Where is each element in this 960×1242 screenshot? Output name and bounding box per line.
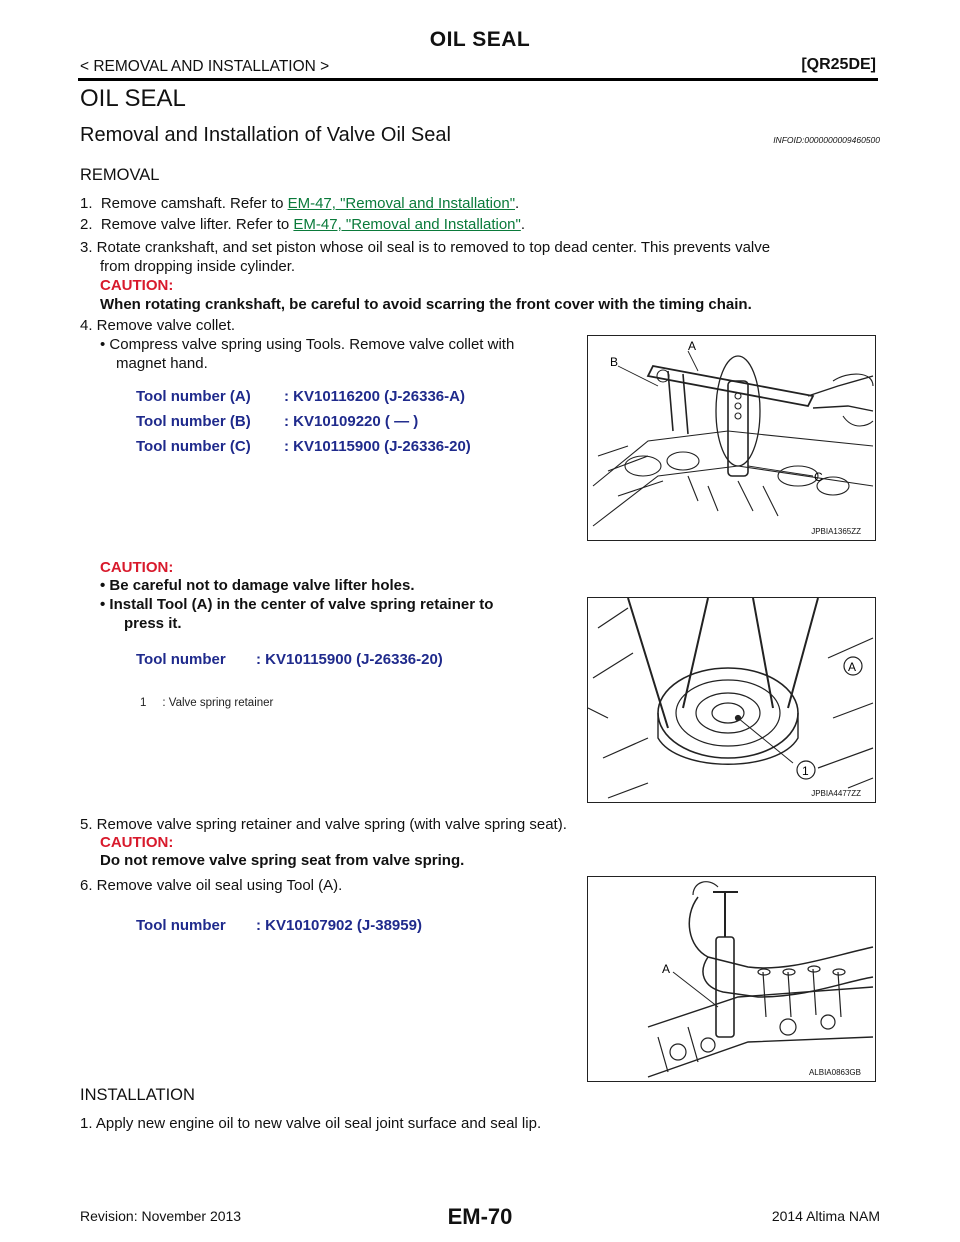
step-4: 4. Remove valve collet. [80,317,236,334]
tool-label: Tool number (C) [136,438,251,455]
step-4-tool2 [136,651,443,668]
step-3-line1: 3. Rotate crankshaft, and set piston whose oil seal is to removed to top dead center. This prevents valve [80,239,771,256]
step-4-caution-label: CAUTION: [100,559,174,576]
step-4-tool-table [136,388,471,463]
step-2-link[interactable]: EM-47, "Removal and Installation" [293,216,521,233]
figure-id: ALBIA0863GB [808,1068,861,1077]
step-5-caution-label: CAUTION: [100,834,174,851]
header-rule [78,78,878,81]
tool-row [136,388,471,413]
figure-label-a: A [662,962,671,976]
step-1-text: 1. Remove camshaft. Refer to [80,195,288,212]
figure-3-illustration [588,877,875,1081]
tool-value: : KV10115900 (J-26336-20) [256,651,443,668]
model-label: 2014 Altima NAM [771,1208,880,1224]
figure-1-illustration [588,336,875,540]
step-5-caution [100,834,464,870]
step-2-text: 2. Remove valve lifter. Refer to [80,216,294,233]
installation-heading: INSTALLATION [80,1086,195,1104]
figure-label-a: A [848,660,857,674]
page-number: EM-70 [447,1204,513,1229]
tool-value: : KV10109220 ( — ) [284,413,419,430]
step-5: 5. Remove valve spring retainer and valve spring (with valve spring seat). [80,816,567,833]
step-3-caution-text: When rotating crankshaft, be careful to avoid scarring the front cover with the timing chain. [100,296,752,313]
figure-id: JPBIA1365ZZ [811,527,861,536]
step-6-tool [136,917,422,934]
step-3-caution-label: CAUTION: [100,277,174,294]
step-6: 6. Remove valve oil seal using Tool (A). [80,877,343,894]
step-4-caution-1: • Be careful not to damage valve lifter holes. [100,577,415,594]
step-1-link[interactable]: EM-47, "Removal and Installation" [287,195,516,212]
step-2-end: . [520,216,526,233]
removal-heading: REMOVAL [80,166,160,184]
figure-label-a: A [688,339,697,353]
figure-legend: 1 : Valve spring retainer [140,697,274,709]
engine-label: [QR25DE] [801,56,876,73]
tool-label: Tool number [136,917,226,934]
step-1 [80,194,519,213]
step-4-bullet-line1: • Compress valve spring using Tools. Remove valve collet with [100,336,515,353]
step-3-line2: from dropping inside cylinder. [100,258,296,275]
figure-valve-spring-compressor [587,335,876,541]
step-4-caution [100,559,580,633]
step-4-caution-2b: press it. [124,615,182,632]
figure-label-b: B [610,355,619,369]
tool-value: : KV10107902 (J-38959) [256,917,422,934]
tool-label: Tool number (B) [136,413,251,430]
tool-label: Tool number (A) [136,388,251,405]
step-4-bullet [100,335,580,373]
step-4-caution-2a: • Install Tool (A) in the center of valve spring retainer to [100,596,494,613]
step-1-end: . [515,195,520,212]
step-3 [80,238,880,314]
section-label: < REMOVAL AND INSTALLATION > [80,58,330,75]
figure-label-1: 1 [802,764,809,778]
figure-2-illustration [588,598,875,802]
step-2 [80,215,525,234]
figure-valve-spring-retainer [587,597,876,803]
page-title: OIL SEAL [80,85,186,112]
tool-label: Tool number [136,651,226,668]
page-header-title: OIL SEAL [429,28,531,51]
install-step-1: 1. Apply new engine oil to new valve oil seal joint surface and seal lip. [80,1115,542,1132]
section-heading: Removal and Installation of Valve Oil Seal [80,124,451,146]
figure-label-c: C [814,470,823,484]
step-4-bullet-line2: magnet hand. [116,355,208,372]
info-id: INFOID:0000000009460500 [773,135,880,145]
tool-value: : KV10116200 (J-26336-A) [284,388,465,405]
figure-id: JPBIA4477ZZ [811,789,861,798]
step-5-caution-text: Do not remove valve spring seat from valve spring. [100,852,465,869]
tool-value: : KV10115900 (J-26336-20) [284,438,471,455]
tool-row [136,438,471,463]
revision-label: Revision: November 2013 [80,1208,242,1224]
tool-row [136,413,471,438]
figure-valve-oil-seal-puller [587,876,876,1082]
